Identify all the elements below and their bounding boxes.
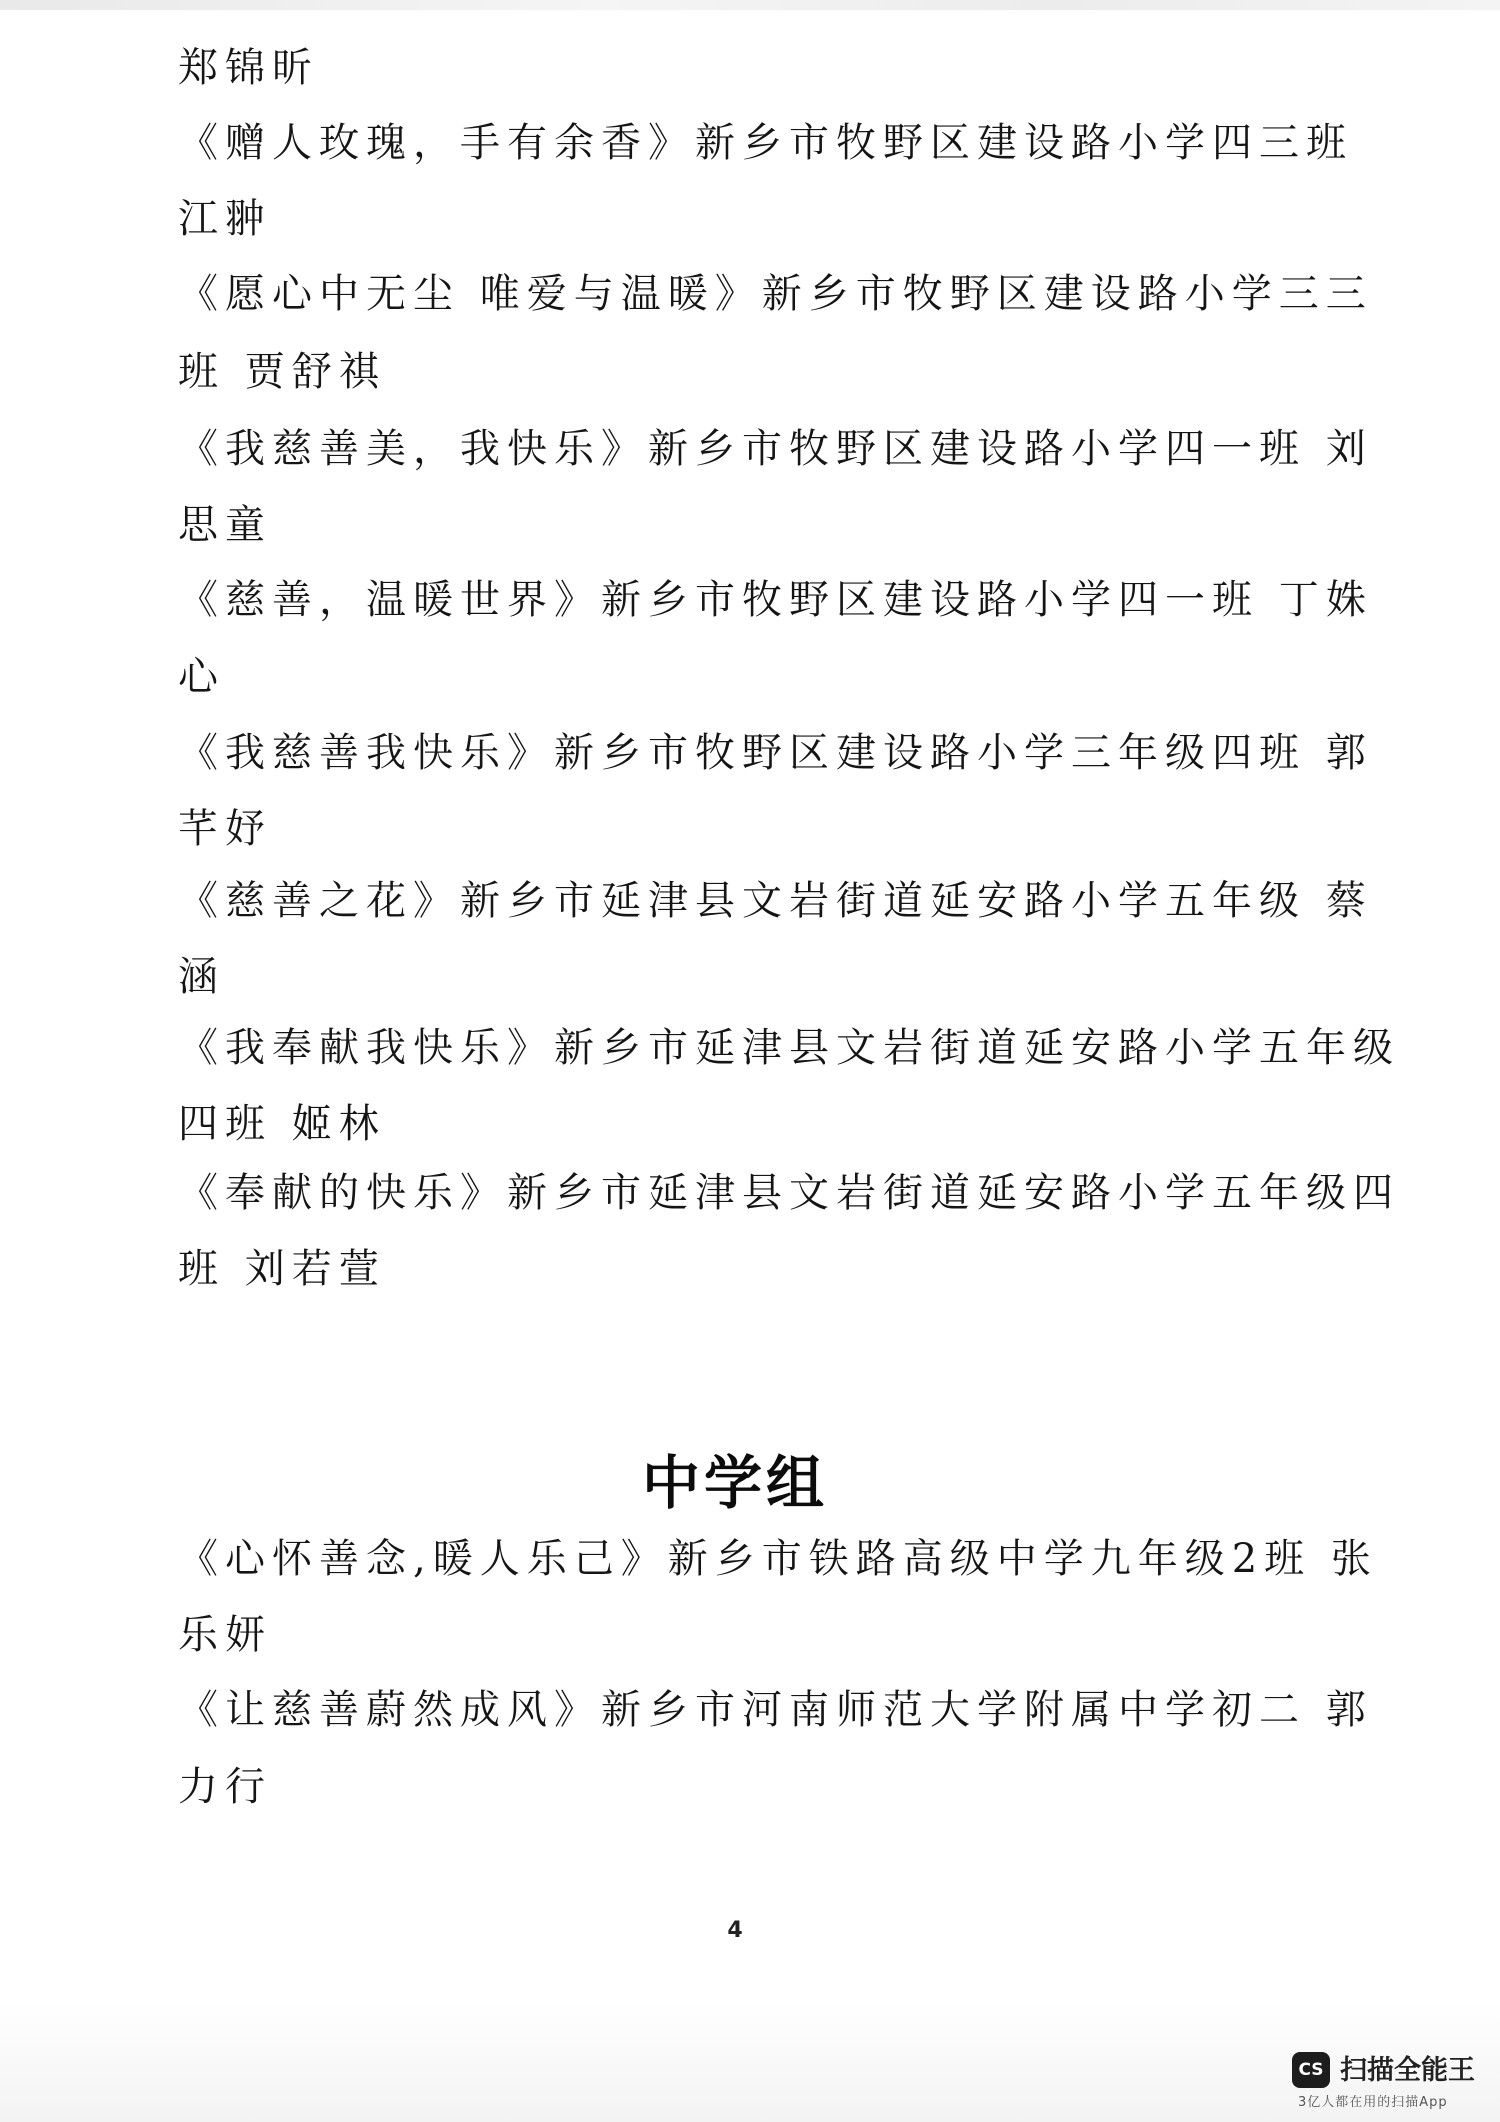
list-line: 四班 姬林	[178, 1101, 386, 1147]
list-line: 心	[178, 654, 225, 700]
list-line: 《我慈善美，我快乐》新乡市牧野区建设路小学四一班 刘	[178, 426, 1373, 472]
list-line: 《愿心中无尘 唯爱与温暖》新乡市牧野区建设路小学三三	[178, 271, 1373, 317]
list-line: 《我奉献我快乐》新乡市延津县文岩街道延安路小学五年级	[178, 1025, 1400, 1071]
list-line: 江翀	[178, 196, 272, 242]
scanner-logo-icon: CS	[1292, 2052, 1330, 2088]
list-line: 《慈善之花》新乡市延津县文岩街道延安路小学五年级 蔡	[178, 878, 1373, 924]
section-heading: 中学组	[641, 1449, 828, 1517]
list-line: 《赠人玫瑰，手有余香》新乡市牧野区建设路小学四三班	[178, 120, 1353, 166]
list-line: 《我慈善我快乐》新乡市牧野区建设路小学三年级四班 郭	[178, 730, 1373, 776]
page-number: 4	[727, 1918, 743, 1943]
list-line: 乐妍	[178, 1612, 272, 1658]
list-line: 《心怀善念,暖人乐己》新乡市铁路高级中学九年级2班 张	[178, 1536, 1378, 1582]
list-line: 涵	[178, 954, 225, 1000]
scan-top-edge	[0, 0, 1500, 10]
list-line: 班 贾舒祺	[178, 349, 386, 395]
list-line: 《慈善，温暖世界》新乡市牧野区建设路小学四一班 丁姝	[178, 577, 1373, 623]
scanner-app-name: 扫描全能王	[1340, 2055, 1475, 2086]
list-line: 思童	[178, 502, 272, 548]
list-line: 班 刘若萱	[178, 1246, 386, 1292]
scanner-tagline: 3亿人都在用的扫描App	[1298, 2095, 1448, 2110]
list-line: 力行	[178, 1764, 272, 1810]
scanner-watermark	[1292, 2052, 1492, 2114]
list-line: 郑锦昕	[178, 45, 319, 91]
list-line: 芊妤	[178, 806, 272, 852]
list-line: 《奉献的快乐》新乡市延津县文岩街道延安路小学五年级四	[178, 1170, 1400, 1216]
list-line: 《让慈善蔚然成风》新乡市河南师范大学附属中学初二 郭	[178, 1687, 1373, 1733]
